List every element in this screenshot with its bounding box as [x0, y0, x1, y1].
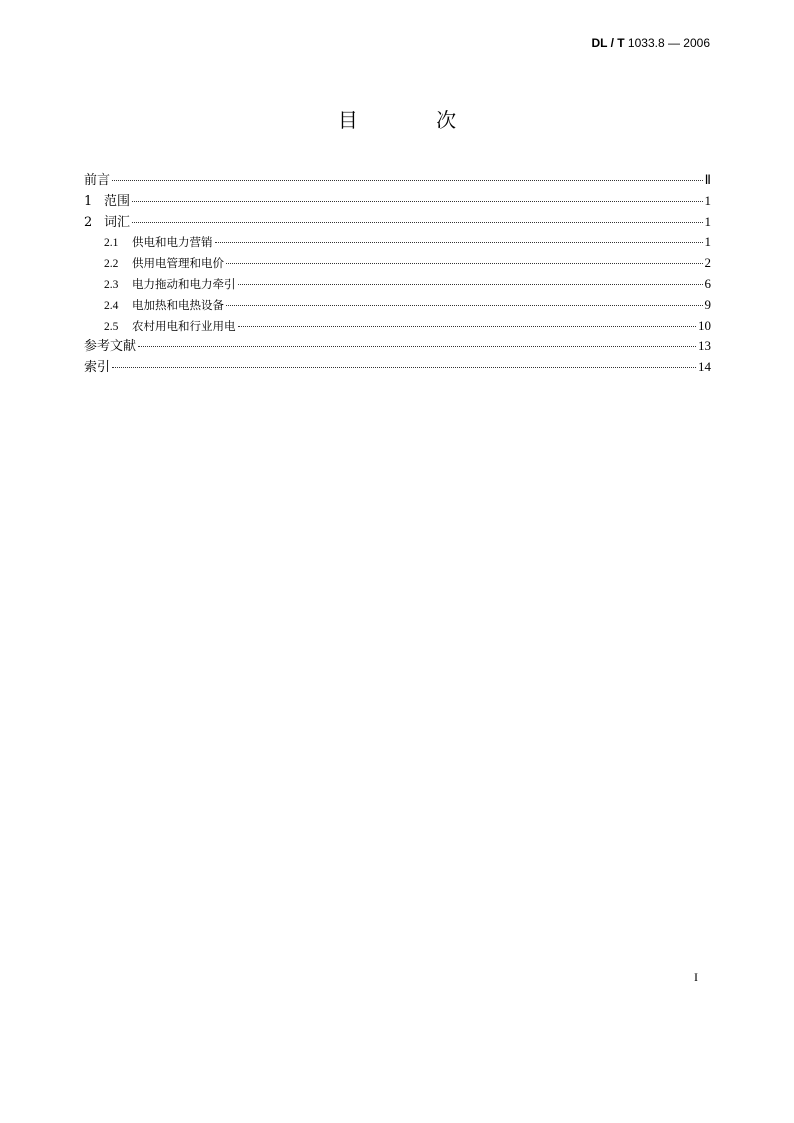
toc-entry-title: 范围: [104, 193, 131, 209]
toc-entry[interactable]: [84, 274, 711, 295]
toc-dot-leader: [112, 179, 703, 181]
toc-entry-page: 2: [704, 255, 711, 271]
toc-entry-number: 2.2: [104, 258, 119, 271]
document-code-prefix: DL / T: [591, 36, 625, 50]
toc-entry-title: 供电和电力营销: [132, 235, 213, 250]
toc-dot-leader: [138, 345, 696, 347]
toc-dot-leader: [112, 366, 696, 368]
toc-entry[interactable]: [84, 295, 711, 316]
toc-entry-number: 2.3: [104, 278, 119, 291]
document-code: [591, 36, 710, 50]
toc-entry-page: 9: [704, 296, 711, 312]
toc-entry-page: 13: [698, 338, 711, 354]
toc-entry[interactable]: [84, 212, 711, 233]
toc-entry[interactable]: [84, 336, 711, 357]
toc-entry[interactable]: [84, 170, 711, 191]
toc-entry-page: 10: [698, 317, 711, 333]
toc-entry-title: 索引: [84, 360, 111, 376]
toc-entry-title: 电力拖动和电力牵引: [132, 276, 236, 291]
toc-entry-page: 6: [704, 275, 711, 291]
toc-entry-title: 参考文献: [84, 339, 137, 355]
toc-dot-leader: [238, 283, 703, 285]
toc-entry-number: 1: [84, 193, 93, 209]
toc-entry[interactable]: [84, 232, 711, 253]
toc-entry[interactable]: [84, 253, 711, 274]
toc-dot-leader: [132, 200, 702, 202]
toc-title: 目 次: [337, 108, 493, 132]
toc-entry-title: 农村用电和行业用电: [132, 318, 236, 333]
toc-dot-leader: [226, 262, 703, 264]
toc-entry-page: 1: [704, 213, 711, 229]
page-number: I: [694, 970, 698, 984]
toc-entry[interactable]: [84, 357, 711, 378]
toc-dot-leader: [215, 241, 703, 243]
toc-entry-page: 1: [704, 192, 711, 208]
toc-entry-title: 词汇: [104, 214, 131, 230]
document-code-number: 1033.8 — 2006: [627, 36, 710, 50]
toc-entry-number: 2.5: [104, 320, 119, 333]
toc-entry[interactable]: [84, 316, 711, 337]
toc-entry-title: 供用电管理和电价: [132, 256, 224, 271]
toc-entry-number: 2.1: [104, 237, 119, 250]
toc-dot-leader: [238, 325, 697, 327]
toc-dot-leader: [132, 221, 702, 223]
toc-entry-page: 1: [704, 234, 711, 250]
toc-dot-leader: [226, 304, 703, 306]
toc-entry-number: 2: [84, 214, 93, 230]
toc-entry-title: 前言: [84, 173, 111, 188]
toc-entry-number: 2.4: [104, 299, 119, 312]
toc-entry-page: 14: [698, 359, 711, 375]
toc-entry[interactable]: [84, 191, 711, 212]
toc-entry-page: Ⅱ: [704, 172, 711, 187]
toc-entry-title: 电加热和电热设备: [132, 297, 224, 312]
table-of-contents: [84, 170, 711, 378]
